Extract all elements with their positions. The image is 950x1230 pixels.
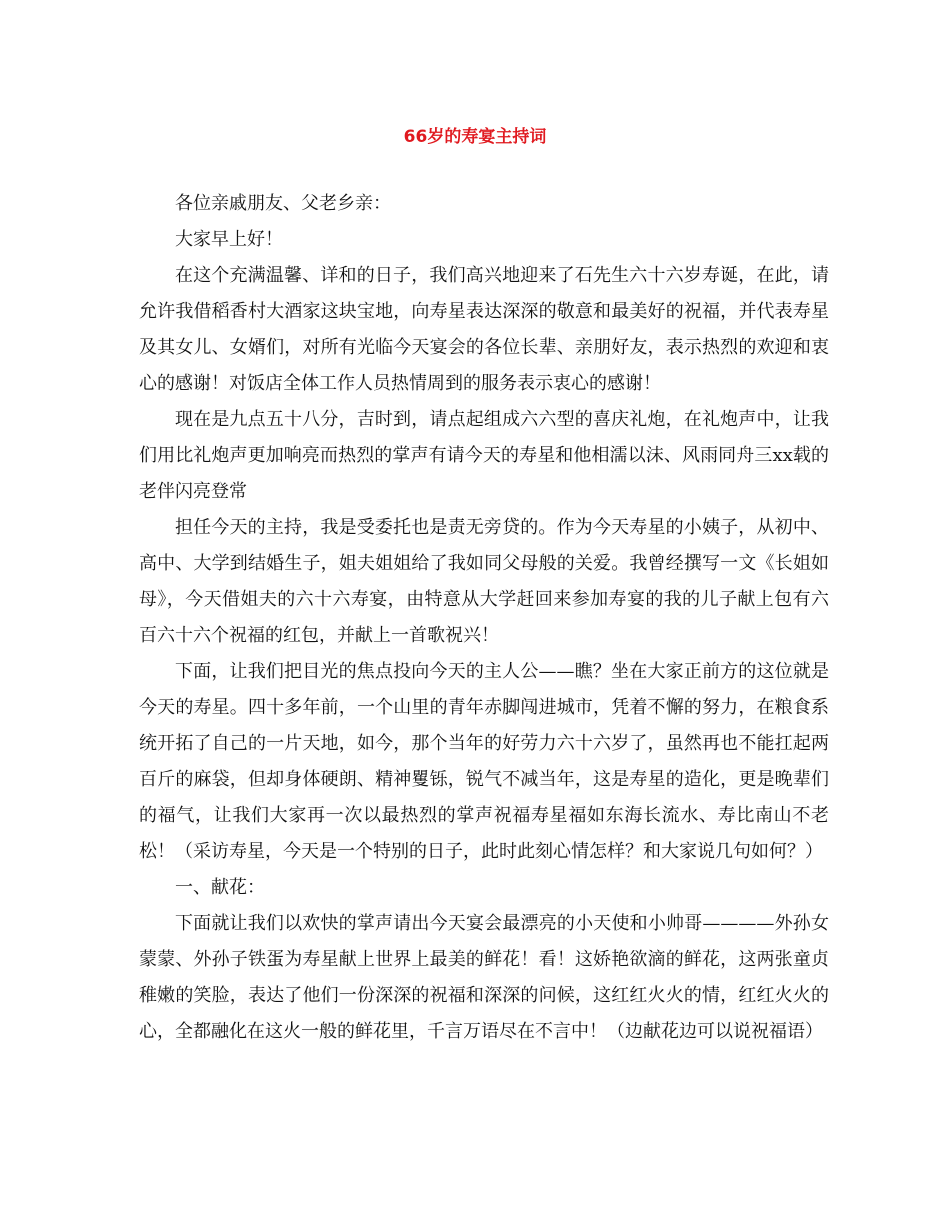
salute-paragraph: 现在是九点五十八分，吉时到，请点起组成六六型的喜庆礼炮，在礼炮声中，让我们用比礼炮声更加响亮而热烈的掌声有请今天的寿星和他相濡以沫、风雨同舟三xx载的老伴闪亮登常 (139, 409, 829, 502)
flowers-paragraph: 下面就让我们以欢快的掌声请出今天宴会最漂亮的小天使和小帅哥————外孙女蒙蒙、外孙子铁蛋为寿星献上世界上最美的鲜花！看！这娇艳欲滴的鲜花，这两张童贞稚嫩的笑脸，表达了他们一份深深的祝福和深深的问候，这红红火火的情，红红火火的心，全都融化在这火一般的鲜花里，千言万语尽在不言中！（边献花边可以说祝福语） (139, 913, 829, 1042)
document-body (139, 186, 829, 1050)
host-intro-paragraph: 担任今天的主持，我是受委托也是责无旁贷的。作为今天寿星的小姨子，从初中、高中、大学到结婚生子，姐夫姐姐给了我如同父母般的关爱。我曾经撰写一文《长姐如母》，今天借姐夫的六十六寿宴，由特意从大学赶回来参加寿宴的我的儿子献上包有六百六十六个祝福的红包，并献上一首歌祝兴！ (139, 517, 829, 646)
document-title: 66岁的寿宴主持词 (403, 127, 547, 147)
section-heading-flowers: 一、献花： (175, 877, 265, 898)
greeting-paragraph: 各位亲戚朋友、父老乡亲： (175, 193, 391, 214)
good-morning-paragraph: 大家早上好！ (175, 229, 283, 250)
welcome-paragraph: 在这个充满温馨、详和的日子，我们高兴地迎来了石先生六十六岁寿诞，在此，请允许我借稻香村大酒家这块宝地，向寿星表达深深的敬意和最美好的祝福，并代表寿星及其女儿、女婿们，对所有光临今天宴会的各位长辈、亲朋好友，表示热烈的欢迎和衷心的感谢！对饭店全体工作人员热情周到的服务表示衷心的感谢！ (139, 265, 829, 394)
birthday-star-paragraph: 下面，让我们把目光的焦点投向今天的主人公——瞧？坐在大家正前方的这位就是今天的寿星。四十多年前，一个山里的青年赤脚闯进城市，凭着不懈的努力，在粮食系统开拓了自己的一片天地，如今，那个当年的好劳力六十六岁了，虽然再也不能扛起两百斤的麻袋，但却身体硬朗、精神矍铄，锐气不减当年，这是寿星的造化，更是晚辈们的福气，让我们大家再一次以最热烈的掌声祝福寿星福如东海长流水、寿比南山不老松！（采访寿星，今天是一个特别的日子，此时此刻心情怎样？和大家说几句如何？） (139, 661, 829, 862)
